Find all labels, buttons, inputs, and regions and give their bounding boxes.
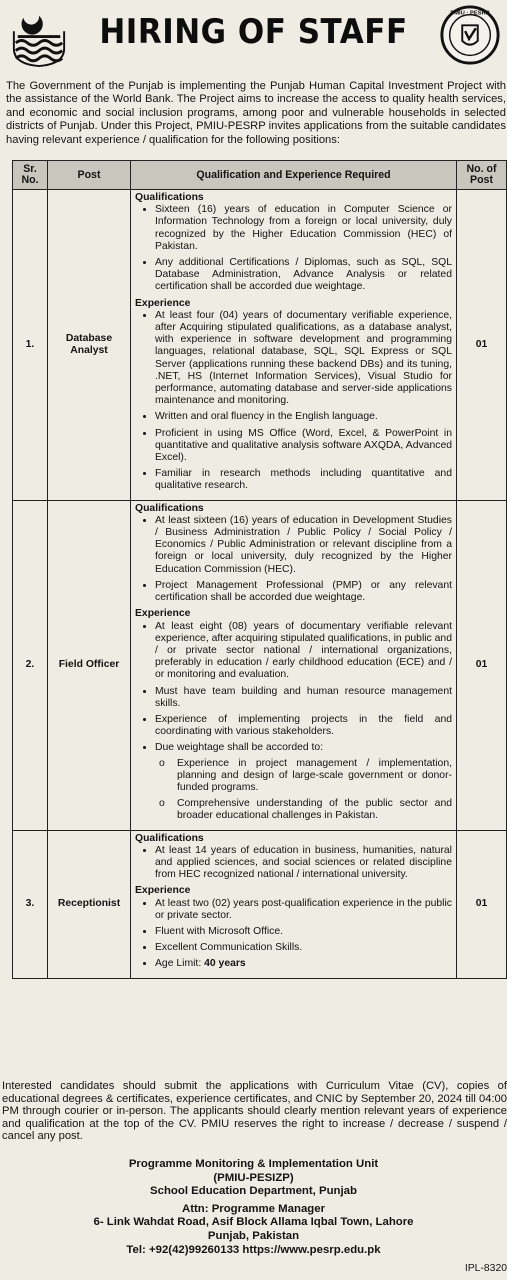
page-title: HIRING OF STAFF [99, 12, 408, 52]
pmiu-pesrp-seal-icon [439, 4, 501, 66]
col-header-sr: Sr. No. [13, 161, 48, 190]
qualifications-heading: Qualifications [135, 832, 204, 844]
contact-department: School Education Department, Punjab [150, 1185, 357, 1198]
experience-list [135, 310, 452, 493]
header [0, 0, 507, 74]
contact-unit-abbr: (PMIU-PESIZP) [213, 1171, 294, 1184]
contact-address-line1: 6- Link Wahdat Road, Asif Block Allama Iqbal Town, Lahore [93, 1216, 414, 1229]
row-post-count: 01 [457, 500, 507, 830]
row-post-count: 01 [457, 190, 507, 501]
list-item: • At least four (04) years of documentary verifiable experience, after Acquiring stipulated qualifications, as a database analyst, with experience in software development and programming languages, relational database, SQL, SQL Express or SQL Server (applications running these backend DBs) and its tuning, .NET, HS (Internet Information Services), Visual Studio for performance, automating database and server-side applications maintenance and monitoring. [155, 310, 452, 408]
row-requirements [131, 830, 457, 978]
weightage-intro: Due weightage shall be accorded to: [155, 742, 324, 754]
contact-tel-website: Tel: +92(42)99260133 https://www.pesrp.edu.pk [126, 1243, 381, 1256]
row-sr: 3. [13, 830, 48, 978]
contact-address-line2: Punjab, Pakistan [207, 1229, 300, 1242]
table-row [13, 500, 507, 830]
row-post-count: 01 [457, 830, 507, 978]
list-item [155, 958, 452, 970]
list-item: • Excellent Communication Skills. [155, 942, 452, 954]
row-sr: 1. [13, 190, 48, 501]
col-header-count: No. of Post [457, 161, 507, 190]
row-post: Database Analyst [48, 190, 131, 501]
list-item: • Project Management Professional (PMP) or any relevant certification shall be accorded due weightage. [155, 580, 452, 604]
list-item: • Familiar in research methods including quantitative and qualitative research. [155, 468, 452, 492]
table-row [13, 830, 507, 978]
weightage-list [155, 758, 452, 823]
qualifications-list [135, 204, 452, 293]
col-header-post: Post [48, 161, 131, 190]
list-item: • Must have team building and human resource management skills. [155, 686, 452, 710]
table-row [13, 190, 507, 501]
list-item: o Comprehensive understanding of the public sector and broader educational challenges in Pakistan. [177, 798, 452, 822]
experience-list [135, 621, 452, 823]
contact-unit: Programme Monitoring & Implementation Unit [128, 1158, 379, 1170]
list-item: • At least 14 years of education in business, humanities, natural and applied sciences, and social sciences or related discipline from HEC recognized national / international university. [155, 845, 452, 882]
list-item: • Fluent with Microsoft Office. [155, 926, 452, 938]
table-header-row [13, 161, 507, 190]
contact-attn: Attn: Programme Manager [181, 1202, 326, 1215]
age-limit-value: 40 years [204, 958, 246, 970]
experience-list [135, 898, 452, 971]
list-item: • At least two (02) years post-qualification experience in the public or private sector. [155, 898, 452, 922]
row-requirements [131, 190, 457, 501]
row-post: Field Officer [48, 500, 131, 830]
qualifications-list [135, 845, 452, 882]
qualifications-heading: Qualifications [135, 192, 204, 203]
positions-table [12, 160, 507, 979]
experience-heading: Experience [135, 297, 191, 309]
experience-heading: Experience [135, 885, 191, 897]
list-item: • Sixteen (16) years of education in Computer Science or Information Technology from a foreign or local university, duly recognized by the Higher Education Commission (HEC) of Pakistan. [155, 204, 452, 253]
list-item: • Any additional Certifications / Diplomas, such as SQL, SQL Database Administration, Advance Analysis or related certification shall be accorded due weightage. [155, 257, 452, 294]
list-item [155, 742, 452, 822]
age-limit-label: Age Limit: [155, 958, 205, 970]
list-item: o Experience in project management / implementation, planning and design of large-scale government or donor-funded programs. [177, 758, 452, 795]
experience-heading: Experience [135, 608, 191, 620]
list-item: • At least eight (08) years of documentary verifiable relevant experience, after acquiring stipulated qualifications, in public and / or private sector national / international organizations, preferably in education / early childhood education (ECE) and / or monitoring and evaluation. [155, 621, 452, 682]
ad-reference-code: IPL-8320 [464, 1263, 507, 1274]
qualifications-heading: Qualifications [135, 502, 204, 514]
list-item: • Experience of implementing projects in the field and coordinating with various stakeholders. [155, 714, 452, 738]
application-instructions: Interested candidates should submit the applications with Curriculum Vitae (CV), copies of educational degrees & certificates, experience certificates, and CNIC by September 20, 2024 till 04:00 PM through courier or in-person. The applicants should clearly mention relevant years of experience and qualification at the top of the CV. PMIU reserves the right to increase / decrease / suspend / cancel any post. [2, 1080, 507, 1143]
intro-paragraph: The Government of the Punjab is implementing the Punjab Human Capital Investment Project with the assistance of the World Bank. The Project aims to increase the access to quality health services, and economic and social inclusion programs, among poor and vulnerable households in selected districts of Punjab. Under this Project, PMIU-PESRP invites applications from the suitable candidates having relevant experience / qualification for the following positions: [6, 80, 506, 146]
row-post: Receptionist [48, 830, 131, 978]
row-sr: 2. [13, 500, 48, 830]
contact-block [0, 1158, 507, 1257]
col-header-qualification: Qualification and Experience Required [131, 161, 457, 190]
seal-text: PMIU · PESRP [450, 10, 490, 17]
row-requirements [131, 500, 457, 830]
list-item: • At least sixteen (16) years of education in Development Studies / Business Administration / Public Policy / Social Policy / Economics / Public Administration or relevant discipline from a foreign or local university, duly recognized by the Higher Education Commission (HEC). [155, 515, 452, 576]
list-item: • Proficient in using MS Office (Word, Excel, & PowerPoint in quantitative and qualitative analysis software AXQDA, Advanced Excel). [155, 428, 452, 465]
qualifications-list [135, 515, 452, 604]
list-item: • Written and oral fluency in the English language. [155, 411, 452, 423]
